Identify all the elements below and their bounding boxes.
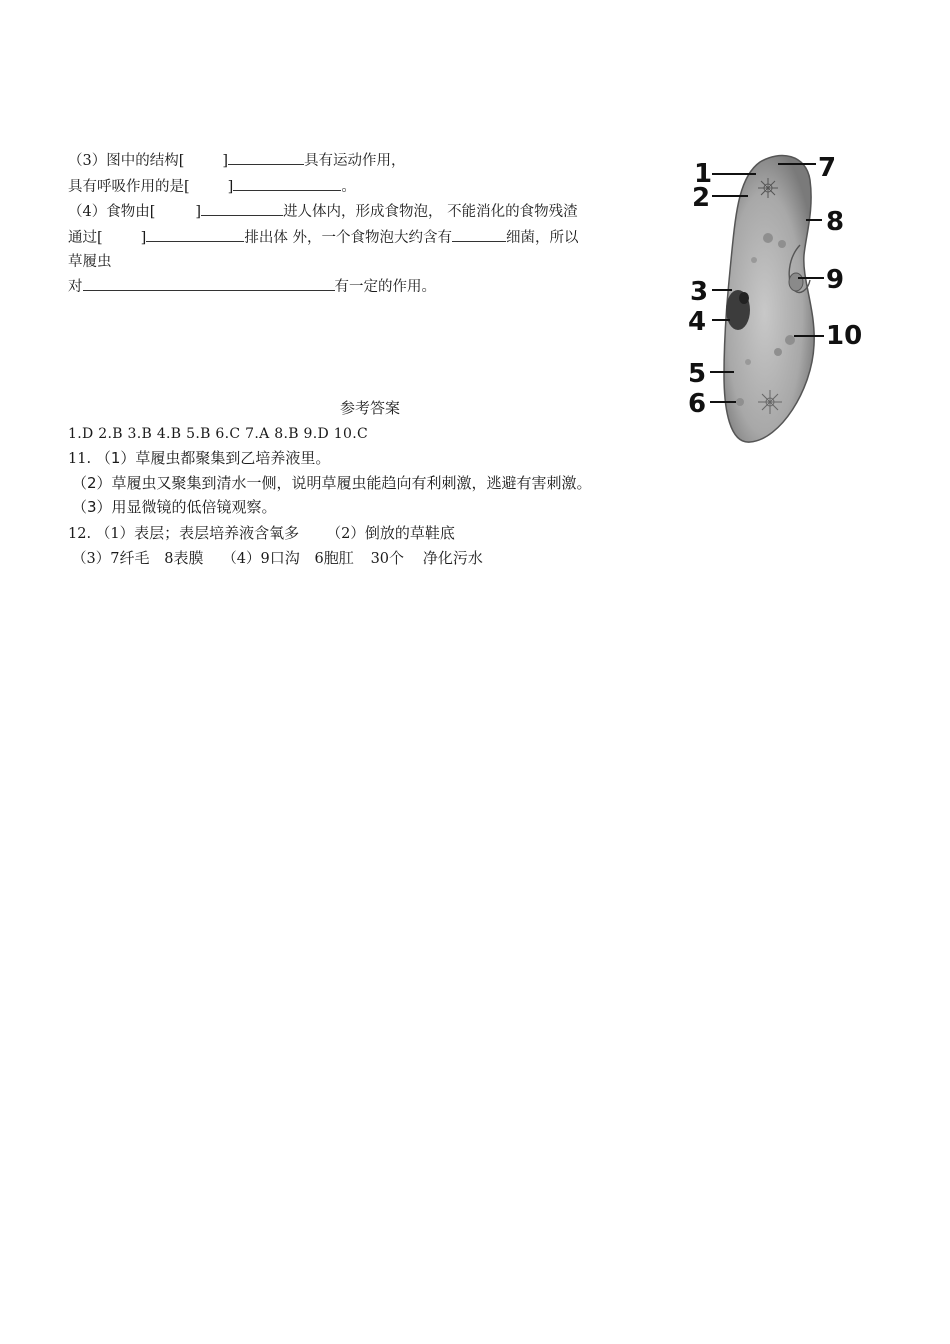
answer-blank[interactable]	[201, 201, 283, 216]
food-vacuole	[763, 233, 773, 243]
food-vacuole	[785, 335, 795, 345]
label-3: 3	[690, 277, 709, 307]
food-vacuole	[751, 257, 757, 263]
q3-text-a: （3）图中的结构[	[68, 153, 185, 169]
q12-anal-pore: 胞肛	[323, 549, 354, 567]
answer-blank[interactable]	[83, 276, 335, 291]
q11-number: 11.	[68, 451, 92, 467]
q12-number: 12.	[68, 526, 92, 542]
q4-text-i: 对	[68, 279, 83, 295]
q12-text-1: 表层；表层培养液含氧多	[134, 524, 300, 542]
label-1: 1	[694, 159, 713, 189]
q12-answer-2	[72, 548, 483, 569]
answer-blank[interactable]	[452, 227, 506, 242]
choice-answers: 1.D 2.B 3.B 4.B 5.B 6.C 7.A 8.B 9.D 10.C	[68, 426, 368, 442]
q3-text-c: 具有运动作用，	[304, 153, 406, 169]
q12-unit: 个	[389, 549, 405, 567]
q3-text-f: 。	[341, 179, 356, 195]
q4-text-b: ]	[195, 204, 202, 220]
q4-line4	[68, 276, 436, 297]
label-9: 9	[826, 265, 845, 295]
q4-text-c: 进人体内，形成食物泡， 不能消化的食物残渣	[283, 204, 578, 220]
food-vacuole	[745, 359, 751, 365]
answer-title: 参考答案	[339, 399, 400, 417]
q11-answer-1	[68, 448, 330, 469]
q4-text-h: 草履虫	[68, 254, 112, 270]
q12-count: 30	[370, 551, 390, 567]
label-8: 8	[826, 207, 845, 237]
q4-text-g: 细菌，所以	[505, 230, 579, 246]
answer-blank[interactable]	[228, 150, 304, 165]
micronucleus	[739, 292, 749, 304]
answer-blank[interactable]	[233, 176, 341, 191]
q12-oral-groove: 口沟	[269, 549, 300, 567]
q11-answer-3: （3）用显微镜的低倍镜观察。	[72, 498, 277, 516]
q4-text-d: 通过[	[68, 230, 103, 246]
q12-text-2: 倒放的草鞋底	[364, 524, 455, 542]
q4-text-e: ]	[140, 230, 147, 246]
q12-answer-1	[68, 523, 455, 544]
q12-part-2: （2）	[326, 526, 365, 542]
contractile-vacuole-top	[758, 178, 778, 198]
q12-cilia: 纤毛	[119, 549, 150, 567]
label-4: 4	[688, 307, 707, 337]
q12-num-8: 8	[164, 551, 174, 567]
q4-text-j: 有一定的作用。	[334, 279, 436, 295]
q3-text-b: ]	[222, 153, 229, 169]
q4-line1	[68, 201, 578, 222]
q4-text-f: 排出体 外，一个食物泡大约含有	[244, 230, 452, 246]
q12-num-6: 6	[314, 551, 324, 567]
q12-part-1: （1）	[95, 526, 135, 542]
label-7: 7	[818, 153, 837, 183]
answer-blank[interactable]	[146, 227, 244, 242]
food-vacuole	[778, 240, 786, 248]
q4-line3	[68, 252, 112, 272]
label-6: 6	[688, 389, 707, 419]
q3-line2	[68, 176, 356, 197]
q3-line1	[68, 150, 406, 171]
q4-line2	[68, 227, 578, 248]
q3-text-d: 具有呼吸作用的是[	[68, 179, 190, 195]
label-10: 10	[826, 321, 863, 351]
q12-part-3: （3）7	[72, 551, 120, 567]
q12-membrane: 表膜	[173, 549, 204, 567]
q11-answer-2: （2）草履虫又聚集到清水一侧，说明草履虫能趋向有利刺激，逃避有害刺激。	[72, 474, 592, 492]
q4-text-a: （4）食物由[	[68, 204, 156, 220]
label-2: 2	[692, 183, 711, 213]
label-5: 5	[688, 359, 707, 389]
q12-part-4: （4）9	[222, 551, 270, 567]
food-vacuole	[774, 348, 782, 356]
q11-text-1: （1）草履虫都聚集到乙培养液里。	[95, 449, 331, 467]
gullet	[789, 273, 803, 291]
q12-purify-water: 净化污水	[422, 549, 483, 567]
q3-text-e: ]	[227, 179, 234, 195]
